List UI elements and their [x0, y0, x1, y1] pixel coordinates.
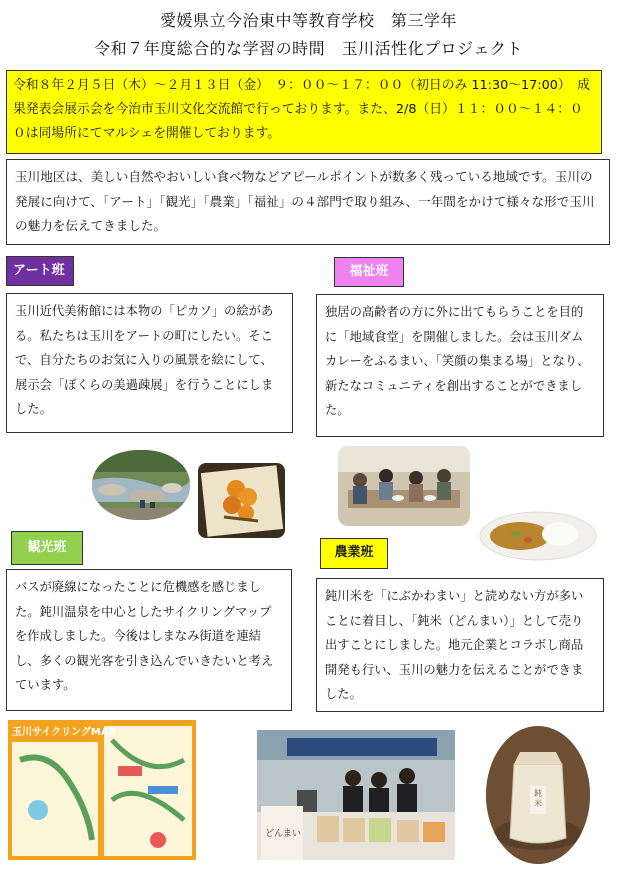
booth-sign: どんまい: [265, 829, 302, 839]
welfare-team-label: 福祉班: [334, 257, 404, 287]
event-notice: 令和８年２月５日（木）～２月１３日（金） ９：００～１７：００（初日のみ 11:30～17:00） 成果発表会展示会を今治市玉川文化交流館で行っております。また、2/8（日）１１：００～１４：００は同場所にてマルシェを開催しております。: [6, 70, 602, 154]
community-dining-photo: [338, 446, 470, 526]
intro-box: 玉川地区は、美しい自然やおいしい食べ物などアピールポイントが数多く残っている地域です。玉川の発展に向けて、「アート」「観光」「農業」「福祉」の４部門で取り組み、一年間をかけて様々な形で玉川の魅力を伝えてきました。: [6, 159, 610, 245]
rice-bag-photo: [486, 726, 590, 864]
art-description: 玉川近代美術館には本物の「ピカソ」の絵がある。私たちは玉川をアートの町にしたい。そこで、自分たちのお気に入りの風景を絵にして、展示会「ぼくらの美過疎展」を行うことにしました。: [6, 293, 293, 433]
tourism-description: バスが廃線になったことに危機感を感じました。鈍川温泉を中心としたサイクリングマップを作成しました。今後はしまなみ街道を連結し、多くの観光客を引き込んでいきたいと考えています。: [6, 569, 292, 711]
river-photo: [92, 450, 190, 520]
tourism-team-label: 観光班: [11, 531, 83, 565]
sales-booth-photo: [257, 730, 455, 860]
cycling-map-poster: [8, 720, 196, 860]
project-title: 令和７年度総合的な学習の時間 玉川活性化プロジェクト: [94, 39, 523, 58]
agri-team-label: 農業班: [320, 538, 388, 569]
school-title: 愛媛県立今治東中等教育学校 第三学年: [159, 11, 457, 30]
welfare-description: 独居の高齢者の方に外に出てもらうことを目的に「地域食堂」を開催しました。会は玉川ダムカレーをふるまい、「笑顔の集まる場」となり、新たなコミュニティを創出することができました。: [316, 294, 604, 437]
dam-curry-photo: [476, 502, 602, 566]
rice-bag-label: 鈍米: [534, 789, 542, 808]
persimmon-painting-photo: [198, 463, 285, 538]
agri-description: 鈍川米を「にぶかわまい」と読めない方が多いことに着目し、「鈍米（どんまい）」として売り出すことにしました。地元企業とコラボし商品開発も行い、玉川の魅力を伝えることができました。: [316, 578, 604, 712]
map-title: 玉川サイクリングMAP: [12, 727, 116, 738]
art-team-label: アート班: [6, 256, 74, 286]
